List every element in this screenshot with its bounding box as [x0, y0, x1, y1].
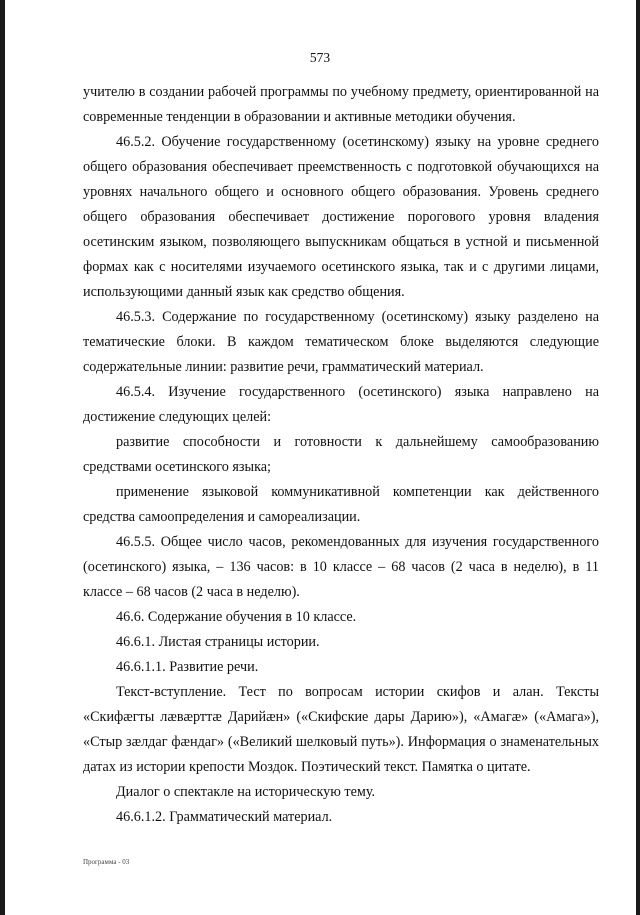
- paragraph: 46.5.2. Обучение государственному (осетинскому) языку на уровне среднего общего образования обеспечивает преемственность с подготовкой обучающихся на уровнях начального общего и основного общего образования. Уровень среднего общего образования обеспечивает достижение порогового уровня владения осетинским языком, позволяющего выпускникам общаться в устной и письменной формах как с носителями изучаемого осетинского языка, так и с другими лицами, использующими данный язык как средство общения.: [83, 134, 599, 300]
- paragraph: развитие способности и готовности к дальнейшему самообразованию средствами осетинского языка;: [83, 434, 599, 475]
- section-heading: 46.6.1. Листая страницы истории.: [116, 634, 320, 650]
- paragraph: Диалог о спектакле на историческую тему.: [116, 784, 376, 800]
- paragraph: Текст-вступление. Тест по вопросам истории скифов и алан. Тексты «Скифæгты лæвæрттæ Дарийæн» («Скифские дары Дарию»), «Амагæ» («Амага»), «Стыр зæлдаг фæндаг» («Великий шелковый путь»). Информация о знаменательных датах из истории крепости Моздок. Поэтический текст. Памятка о цитате.: [83, 684, 599, 775]
- paragraph: применение языковой коммуникативной компетенции как действенного средства самоопределения и самореализации.: [83, 484, 599, 525]
- document-body: [83, 80, 599, 830]
- section-heading: 46.6.1.2. Грамматический материал.: [116, 809, 333, 825]
- paragraph: учителю в создании рабочей программы по учебному предмету, ориентированной на современные тенденции в образовании и активные методики обучения.: [83, 84, 599, 125]
- paragraph: 46.5.3. Содержание по государственному (осетинскому) языку разделено на тематические блоки. В каждом тематическом блоке выделяются следующие содержательные линии: развитие речи, грамматический материал.: [83, 309, 599, 375]
- page-number: 573: [309, 50, 331, 65]
- section-heading: 46.6. Содержание обучения в 10 классе.: [116, 609, 357, 625]
- paragraph: 46.5.5. Общее число часов, рекомендованных для изучения государственного (осетинского) языка, – 136 часов: в 10 классе – 68 часов (2 часа в неделю), в 11 классе – 68 часов (2 часа в неделю).: [83, 534, 599, 600]
- section-heading: 46.6.1.1. Развитие речи.: [116, 659, 259, 675]
- paragraph: 46.5.4. Изучение государственного (осетинского) языка направлено на достижение следующих целей:: [83, 384, 599, 425]
- footer-label: Программа - 03: [83, 858, 130, 866]
